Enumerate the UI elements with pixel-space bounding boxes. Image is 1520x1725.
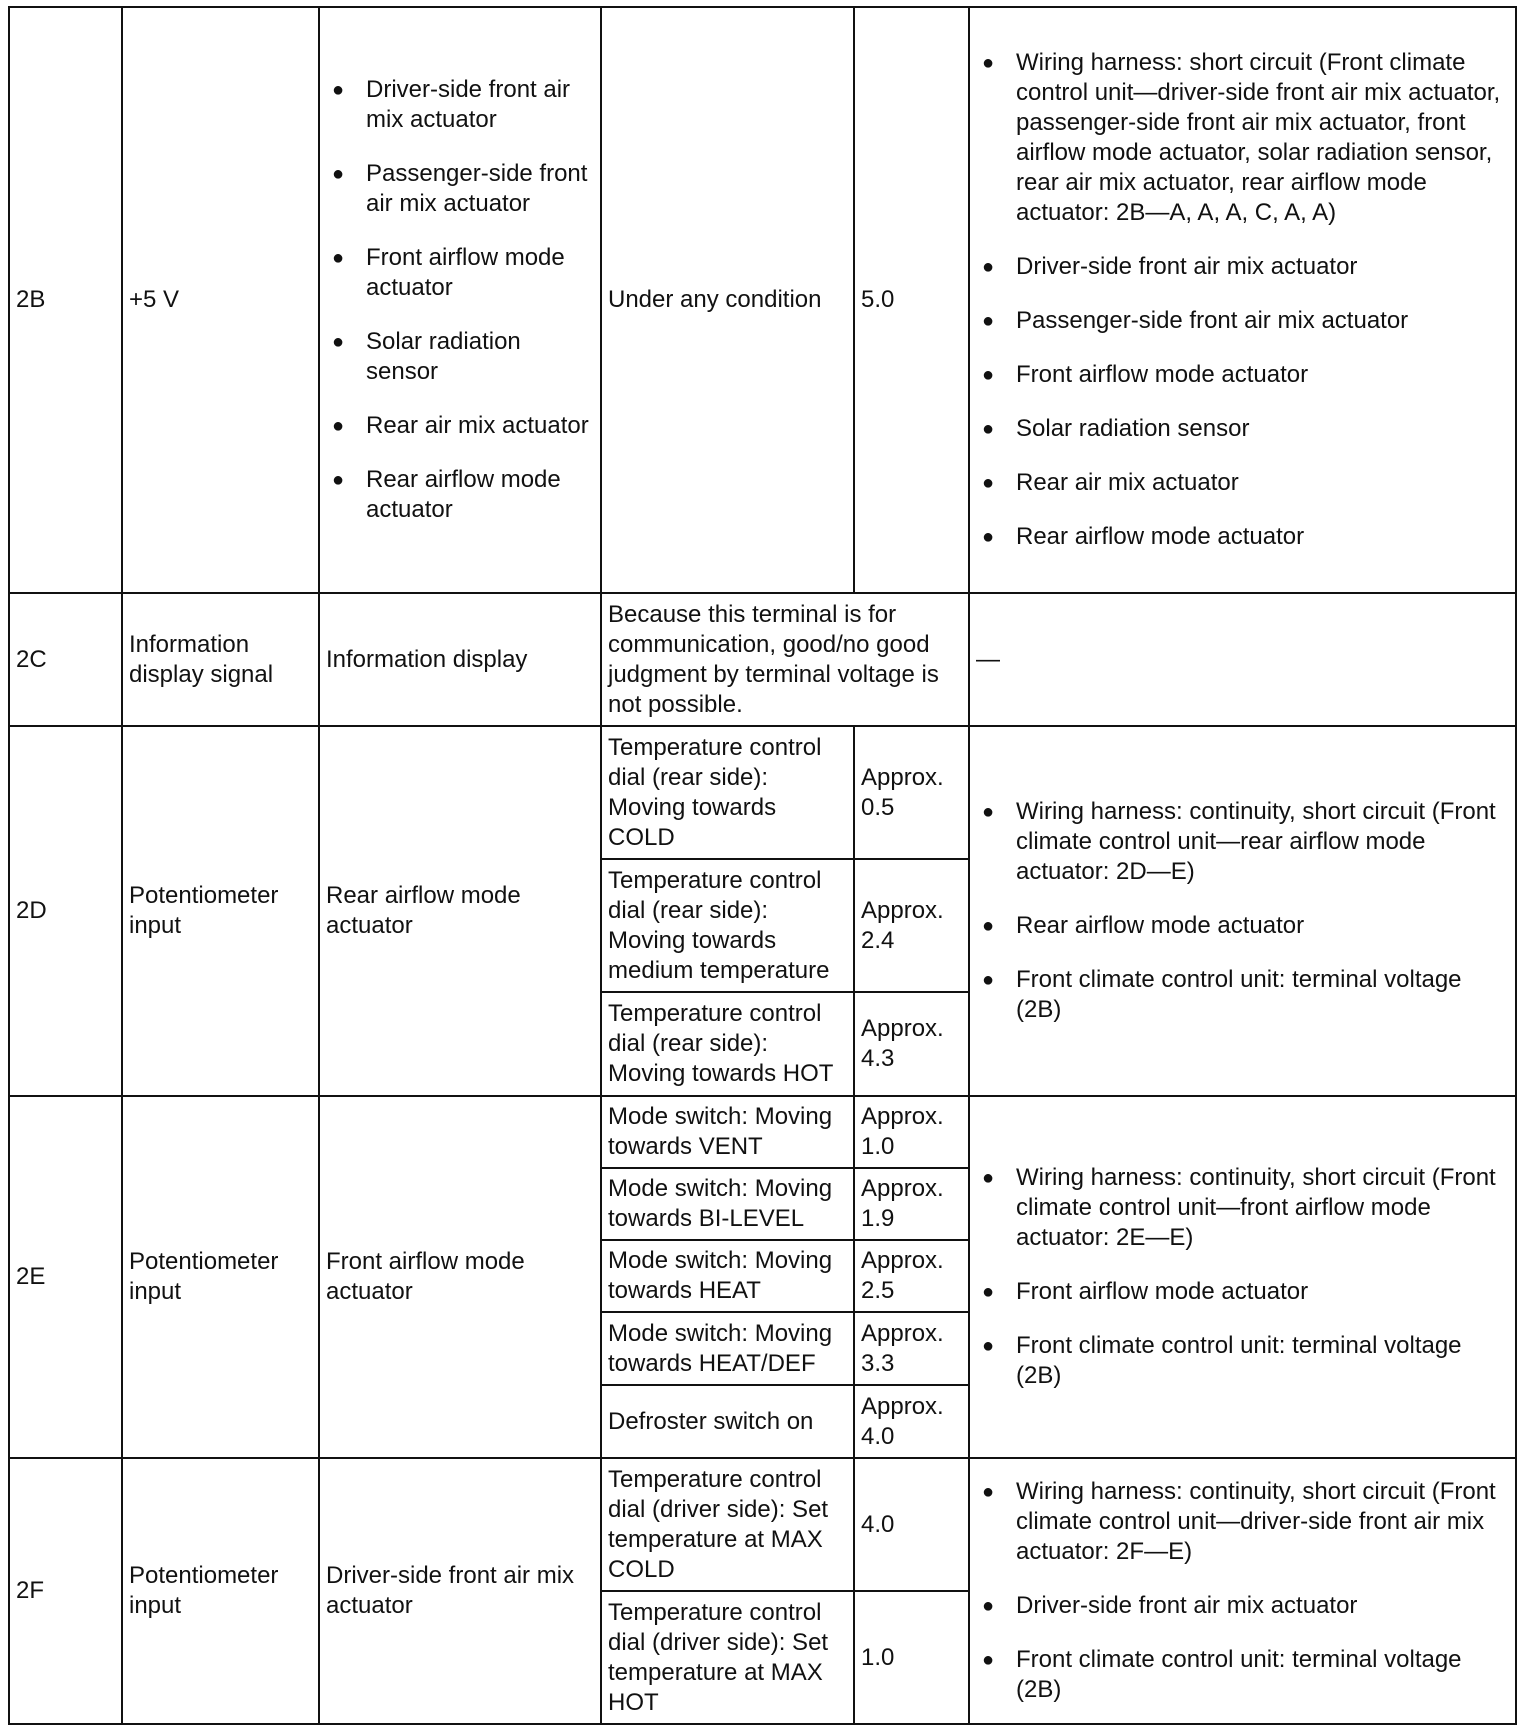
list-item: ● Front airflow mode actuator [1016,360,1509,390]
condition-cell: Mode switch: Moving towards HEAT/DEF [601,1312,854,1385]
voltage-cell: 4.0 [854,1458,969,1591]
inspection-list [976,1163,1509,1391]
voltage-cell: Approx. 4.3 [854,992,969,1096]
condition-cell: Defroster switch on [601,1385,854,1458]
condition-cell: Temperature control dial (driver side): Set temperature at MAX HOT [601,1591,854,1724]
connected-to-cell [319,7,601,593]
terminal-cell: 2B [9,7,122,593]
terminal-voltage-table [8,6,1517,1725]
inspection-cell [969,7,1516,593]
list-item: ● Wiring harness: continuity, short circuit (Front climate control unit—front airflow mode actuator: 2E—E) [1016,1163,1509,1253]
inspection-cell [969,726,1516,1096]
condition-cell: Mode switch: Moving towards VENT [601,1096,854,1168]
inspection-list [976,48,1509,552]
signal-cell: +5 V [122,7,319,593]
terminal-cell: 2C [9,593,122,726]
condition-cell: Temperature control dial (rear side): Moving towards HOT [601,992,854,1096]
list-item: ● Front airflow mode actuator [1016,1277,1509,1307]
connected-to-cell: Front airflow mode actuator [319,1096,601,1458]
inspection-cell: — [969,593,1516,726]
list-item: ● Rear airflow mode actuator [366,465,594,525]
list-item: ● Front climate control unit: terminal voltage (2B) [1016,965,1509,1025]
voltage-cell: Approx. 1.9 [854,1168,969,1240]
list-item: ● Front climate control unit: terminal voltage (2B) [1016,1331,1509,1391]
list-item: ● Rear air mix actuator [1016,468,1509,498]
inspection-list [976,797,1509,1025]
terminal-cell: 2D [9,726,122,1096]
condition-cell: Mode switch: Moving towards BI-LEVEL [601,1168,854,1240]
table-row [9,1096,1516,1168]
list-item: ● Rear air mix actuator [366,411,594,441]
condition-cell: Mode switch: Moving towards HEAT [601,1240,854,1312]
signal-cell: Potentiometer input [122,1458,319,1724]
voltage-cell: Approx. 2.4 [854,859,969,992]
list-item: ● Passenger-side front air mix actuator [1016,306,1509,336]
voltage-cell: 1.0 [854,1591,969,1724]
condition-cell: Temperature control dial (rear side): Moving towards medium temperature [601,859,854,992]
list-item: ● Wiring harness: short circuit (Front climate control unit—driver-side front air mix actuator, passenger-side front air mix actuator, front airflow mode actuator, solar radiation sensor, rear air mix actuator, rear airflow mode actuator: 2B—A, A, A, C, A, A) [1016,48,1509,228]
signal-cell: Potentiometer input [122,726,319,1096]
inspection-list [976,1477,1509,1705]
table-row [9,593,1516,726]
list-item: ● Solar radiation sensor [1016,414,1509,444]
connected-to-cell: Rear airflow mode actuator [319,726,601,1096]
list-item: ● Front airflow mode actuator [366,243,594,303]
voltage-cell: Approx. 3.3 [854,1312,969,1385]
terminal-cell: 2F [9,1458,122,1724]
voltage-cell: Approx. 1.0 [854,1096,969,1168]
table-row [9,1458,1516,1591]
inspection-cell [969,1096,1516,1458]
condition-cell: Temperature control dial (rear side): Moving towards COLD [601,726,854,859]
list-item: ● Rear airflow mode actuator [1016,911,1509,941]
table-row [9,7,1516,593]
table-row [9,726,1516,859]
inspection-cell [969,1458,1516,1724]
list-item: ● Front climate control unit: terminal voltage (2B) [1016,1645,1509,1705]
condition-cell: Temperature control dial (driver side): Set temperature at MAX COLD [601,1458,854,1591]
list-item: ● Driver-side front air mix actuator [1016,1591,1509,1621]
voltage-cell: 5.0 [854,7,969,593]
list-item: ● Passenger-side front air mix actuator [366,159,594,219]
list-item: ● Rear airflow mode actuator [1016,522,1509,552]
connected-to-cell: Information display [319,593,601,726]
voltage-cell: Approx. 2.5 [854,1240,969,1312]
list-item: ● Driver-side front air mix actuator [366,75,594,135]
voltage-cell: Approx. 4.0 [854,1385,969,1458]
connected-to-cell: Driver-side front air mix actuator [319,1458,601,1724]
terminal-cell: 2E [9,1096,122,1458]
list-item: ● Solar radiation sensor [366,327,594,387]
signal-cell: Information display signal [122,593,319,726]
connected-to-list [326,75,594,525]
measurement-note-cell: Because this terminal is for communication, good/no good judgment by terminal voltage is not possible. [601,593,969,726]
list-item: ● Wiring harness: continuity, short circuit (Front climate control unit—rear airflow mode actuator: 2D—E) [1016,797,1509,887]
voltage-cell: Approx. 0.5 [854,726,969,859]
condition-cell: Under any condition [601,7,854,593]
list-item: ● Wiring harness: continuity, short circuit (Front climate control unit—driver-side front air mix actuator: 2F—E) [1016,1477,1509,1567]
list-item: ● Driver-side front air mix actuator [1016,252,1509,282]
signal-cell: Potentiometer input [122,1096,319,1458]
